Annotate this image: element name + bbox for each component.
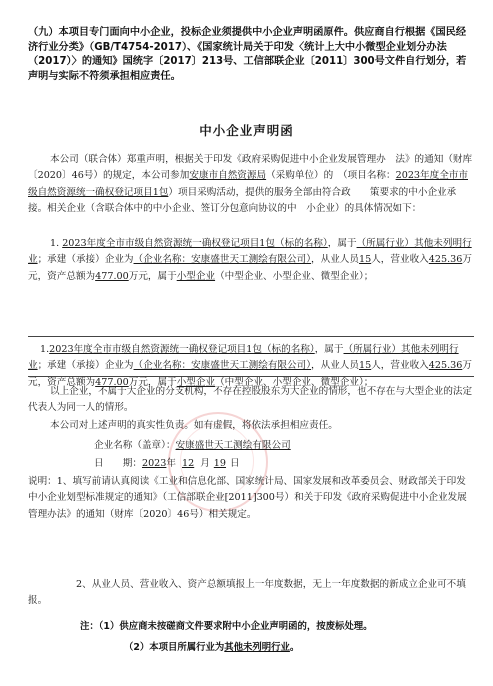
item-number: 1. [40,344,50,355]
affiliation-statement: 以上企业，不属于大企业的分支机构，不存在控股股东为大企业的情形，也不存在与大型企业的法定代表人为同一人的情形。 [28,386,473,414]
enterprise-item-1 [28,236,474,285]
declaration-paragraph [28,152,474,218]
item-number: 1. [50,238,63,249]
note-2 [124,641,484,655]
item-assets: 477.00 [95,270,129,282]
date-month: 12 [181,458,195,469]
date-day-unit: 日 [230,458,240,469]
item-subject-name: 2023年度全市市级自然资源统一确权登记项目1包（标的名称） [49,344,315,355]
item-company: （企业名称：安康盛世天工测绘有限公司） [133,254,312,266]
item-size: 小型企业 [176,376,216,388]
item-text: ，属于 [327,238,357,249]
project-name: 2023年度全市市级自然资源统一确权登记项目1包 [28,170,468,198]
declaration-text-3: ）项目采购活动，提供的服务全部由符合政 策要求的中小企业承接。相关企业（含联合体中的中小企业、签订分包意向协议的中 小企业）的具体情况如下： [28,186,457,215]
table-rule [28,376,474,377]
item-text: ，从业人员 [311,360,359,372]
item-text: 人，营业收入 [371,254,429,266]
page-title: 中小企业声明函 [199,123,294,138]
declaration-text-2: （采购单位）的 （项目名称： [266,170,396,182]
date-year-unit: 年 [166,458,176,469]
table-rule [28,336,474,337]
note-2-end: 。 [289,642,300,653]
item-assets: 477.00 [95,376,129,388]
item-text: 万元，属于 [128,376,177,388]
item-staff: 15 [358,360,372,372]
company-name-label: 企业名称（盖章）： [94,440,176,451]
purchaser-name: 安康市自然资源局 [189,170,267,182]
project-notice: （九）本项目专门面向中小企业，投标企业须提供中小企业声明函原件。供应商自行根据《国民经济行业分类》（GB/T4754-2017）、《国家统计局关于印发〈统计上大中小微型企业划分办法（2017）〉的通知》国统字〔2017〕213号、工信部联企业〔2011〕300号文件自行划分，若声明与实际不符须承担相应责任。 [28,27,467,82]
date-day: 19 [213,458,227,469]
item-staff: 15 [358,254,372,266]
date-year: 2023 [141,458,167,469]
declaration-text-1: 本公司（联合体）郑重声明，根据关于印发《政府采购促进中小企业发展管理办 法》的通知（财库〔2020〕46号）的规定，本公司参加 [28,154,473,182]
item-industry: （所属行业）其他未列明行业 [28,238,472,266]
explanation-1: 说明：1、填写前请认真阅读《工业和信息化部、国家统计局、国家发展和改革委员会、财政部关于印发中小企业划型标准规定的通知》（工信部联企业[2011]300号）和关于印发《政府采购促进中小企业发展管理办法》的通知（财库〔2020〕46号）相关规定。 [28,476,467,520]
note-1: 注：（1）供应商未按磋商文件要求附中小企业声明函的，按废标处理。 [80,621,373,632]
item-subject-name: 2023年度全市市级自然资源统一确权登记项目1包（标的名称） [62,238,328,249]
date-label: 日 期： [94,458,142,469]
item-company: （企业名称：安康盛世天工测绘有限公司） [133,360,312,372]
company-name-value: 安康盛世天工测绘有限公司 [175,440,291,451]
item-text: 万元，属于 [128,270,177,282]
item-revenue: 425.36 [428,360,463,372]
explanation-2: 2、从业人员、营业收入、资产总额填报上一年度数据，无上一年度数据的新成立企业可不填报。 [28,579,466,607]
signature-line [94,438,474,454]
item-text: 人，营业收入 [371,360,429,372]
item-revenue: 425.36 [428,254,463,266]
item-text: ，从业人员 [311,254,359,266]
responsibility-statement: 本公司对上述声明的真实性负责。如有虚假，将依法承担相应责任。 [50,420,338,431]
date-line [94,456,474,472]
item-size: 小型企业 [176,270,216,282]
note-2-text: （2）本项目所属行业为 [124,642,225,653]
item-text: （中型企业、小型企业、微型企业）； [215,270,374,282]
item-text: 万元，资产总额为 [28,360,472,388]
date-month-unit: 月 [200,458,210,469]
item-industry: （所属行业）其他未列明行业 [28,344,459,372]
item-text: （中型企业、小型企业、微型企业）； [215,376,374,388]
item-text: ；承建（承接）企业为 [37,254,134,266]
note-2-industry: 其他未列明行业 [224,642,290,653]
item-text: ，属于 [314,344,344,355]
item-text: 万元，资产总额为 [28,254,472,282]
item-text: ；承建（承接）企业为 [37,360,134,372]
